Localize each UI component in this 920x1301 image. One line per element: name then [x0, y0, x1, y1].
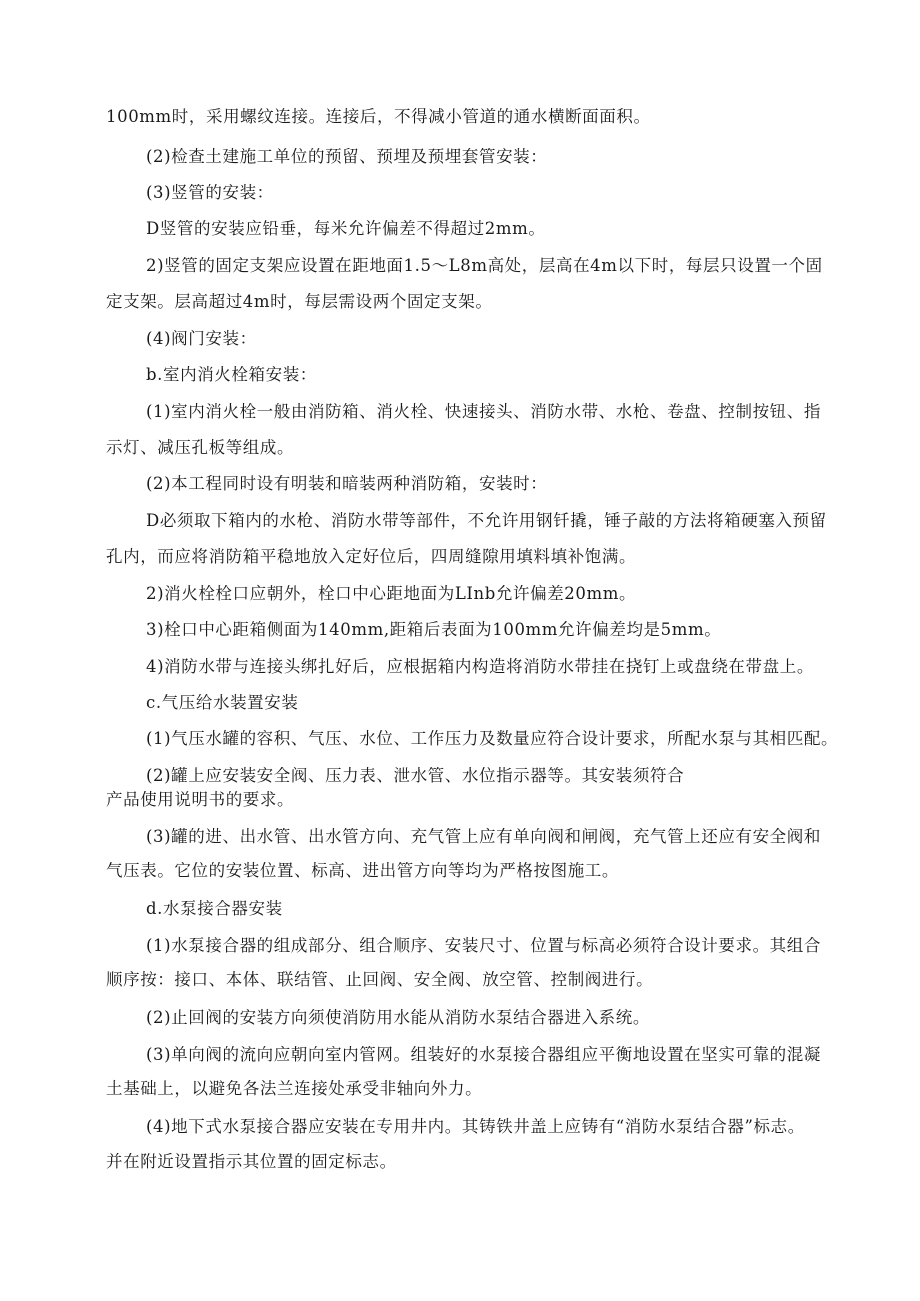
- text-line: 100mm时，采用螺纹连接。连接后，不得减小管道的通水横断面面积。: [106, 107, 651, 126]
- text-line: (3)单向阀的流向应朝向室内管网。组装好的水泵接合器组应平衡地设置在坚实可靠的混凝: [146, 1045, 821, 1064]
- text-line: (3)罐的进、出水管、出水管方向、充气管上应有单向阀和闸阀，充气管上还应有安全阀和: [146, 827, 821, 846]
- text-line: 2)消火栓栓口应朝外，栓口中心距地面为LInb允许偏差20mm。: [146, 584, 637, 603]
- text-line: c.气压给水装置安装: [146, 693, 299, 712]
- text-line: b.室内消火栓箱安装：: [146, 365, 317, 384]
- text-line: (4)阀门安装：: [146, 329, 257, 348]
- text-line: (1)室内消火栓一般由消防箱、消火栓、快速接头、消防水带、水枪、卷盘、控制按钮、指: [146, 402, 821, 421]
- text-line: (1)气压水罐的容积、气压、水位、工作压力及数量应符合设计要求，所配水泵与其相匹配。: [146, 729, 839, 748]
- text-line: (2)本工程同时设有明装和暗装两种消防箱，安装时：: [146, 474, 548, 493]
- text-line: 顺序按：接口、本体、联结管、止回阀、安全阀、放空管、控制阀进行。: [106, 970, 654, 989]
- text-line: (2)止回阀的安装方向须使消防用水能从消防水泵结合器进入系统。: [146, 1008, 650, 1027]
- text-line: 4)消防水带与连接头绑扎好后，应根据箱内构造将消防水带挂在挠钉上或盘绕在带盘上。: [146, 657, 814, 676]
- text-line: (4)地下式水泵接合器应安装在专用井内。其铸铁井盖上应铸有“消防水泵结合器”标志。: [146, 1117, 805, 1136]
- text-line: 示灯、减压孔板等组成。: [106, 438, 295, 457]
- text-line: D必须取下箱内的水枪、消防水带等部件，不允许用钢钎撬，锤子敲的方法将箱硬塞入预留: [146, 511, 827, 530]
- text-line: d.水泵接合器安装: [146, 899, 283, 918]
- text-line: (2)罐上应安装安全阀、压力表、泄水管、水位指示器等。其安装须符合: [146, 766, 685, 785]
- text-line: D竖管的安装应铅垂，每米允许偏差不得超过2mm。: [146, 219, 546, 238]
- text-line: 土基础上，以避免各法兰连接处承受非轴向外力。: [106, 1079, 483, 1098]
- text-line: 定支架。层高超过4m时，每层需设两个固定支架。: [106, 292, 493, 311]
- text-line: 气压表。它位的安装位置、标高、进出管方向等均为严格按图施工。: [106, 861, 619, 880]
- text-line: (1)水泵接合器的组成部分、组合顺序、安装尺寸、位置与标高必须符合设计要求。其组合: [146, 936, 821, 955]
- text-line: 并在附近设置指示其位置的固定标志。: [106, 1152, 397, 1171]
- text-line: (3)竖管的安装：: [146, 183, 274, 202]
- text-line: 2)竖管的固定支架应设置在距地面1.5～L8m高处，层高在4m以下时，每层只设置一个固: [146, 256, 823, 275]
- text-line: (2)检查土建施工单位的预留、预埋及预埋套管安装：: [146, 147, 548, 166]
- text-line: 孔内，而应将消防箱平稳地放入定好位后，四周缝隙用填料填补饱满。: [106, 547, 637, 566]
- text-line: 产品使用说明书的要求。: [106, 790, 295, 809]
- text-line: 3)栓口中心距箱侧面为140mm,距箱后表面为100mm允许偏差均是5mm。: [146, 620, 722, 639]
